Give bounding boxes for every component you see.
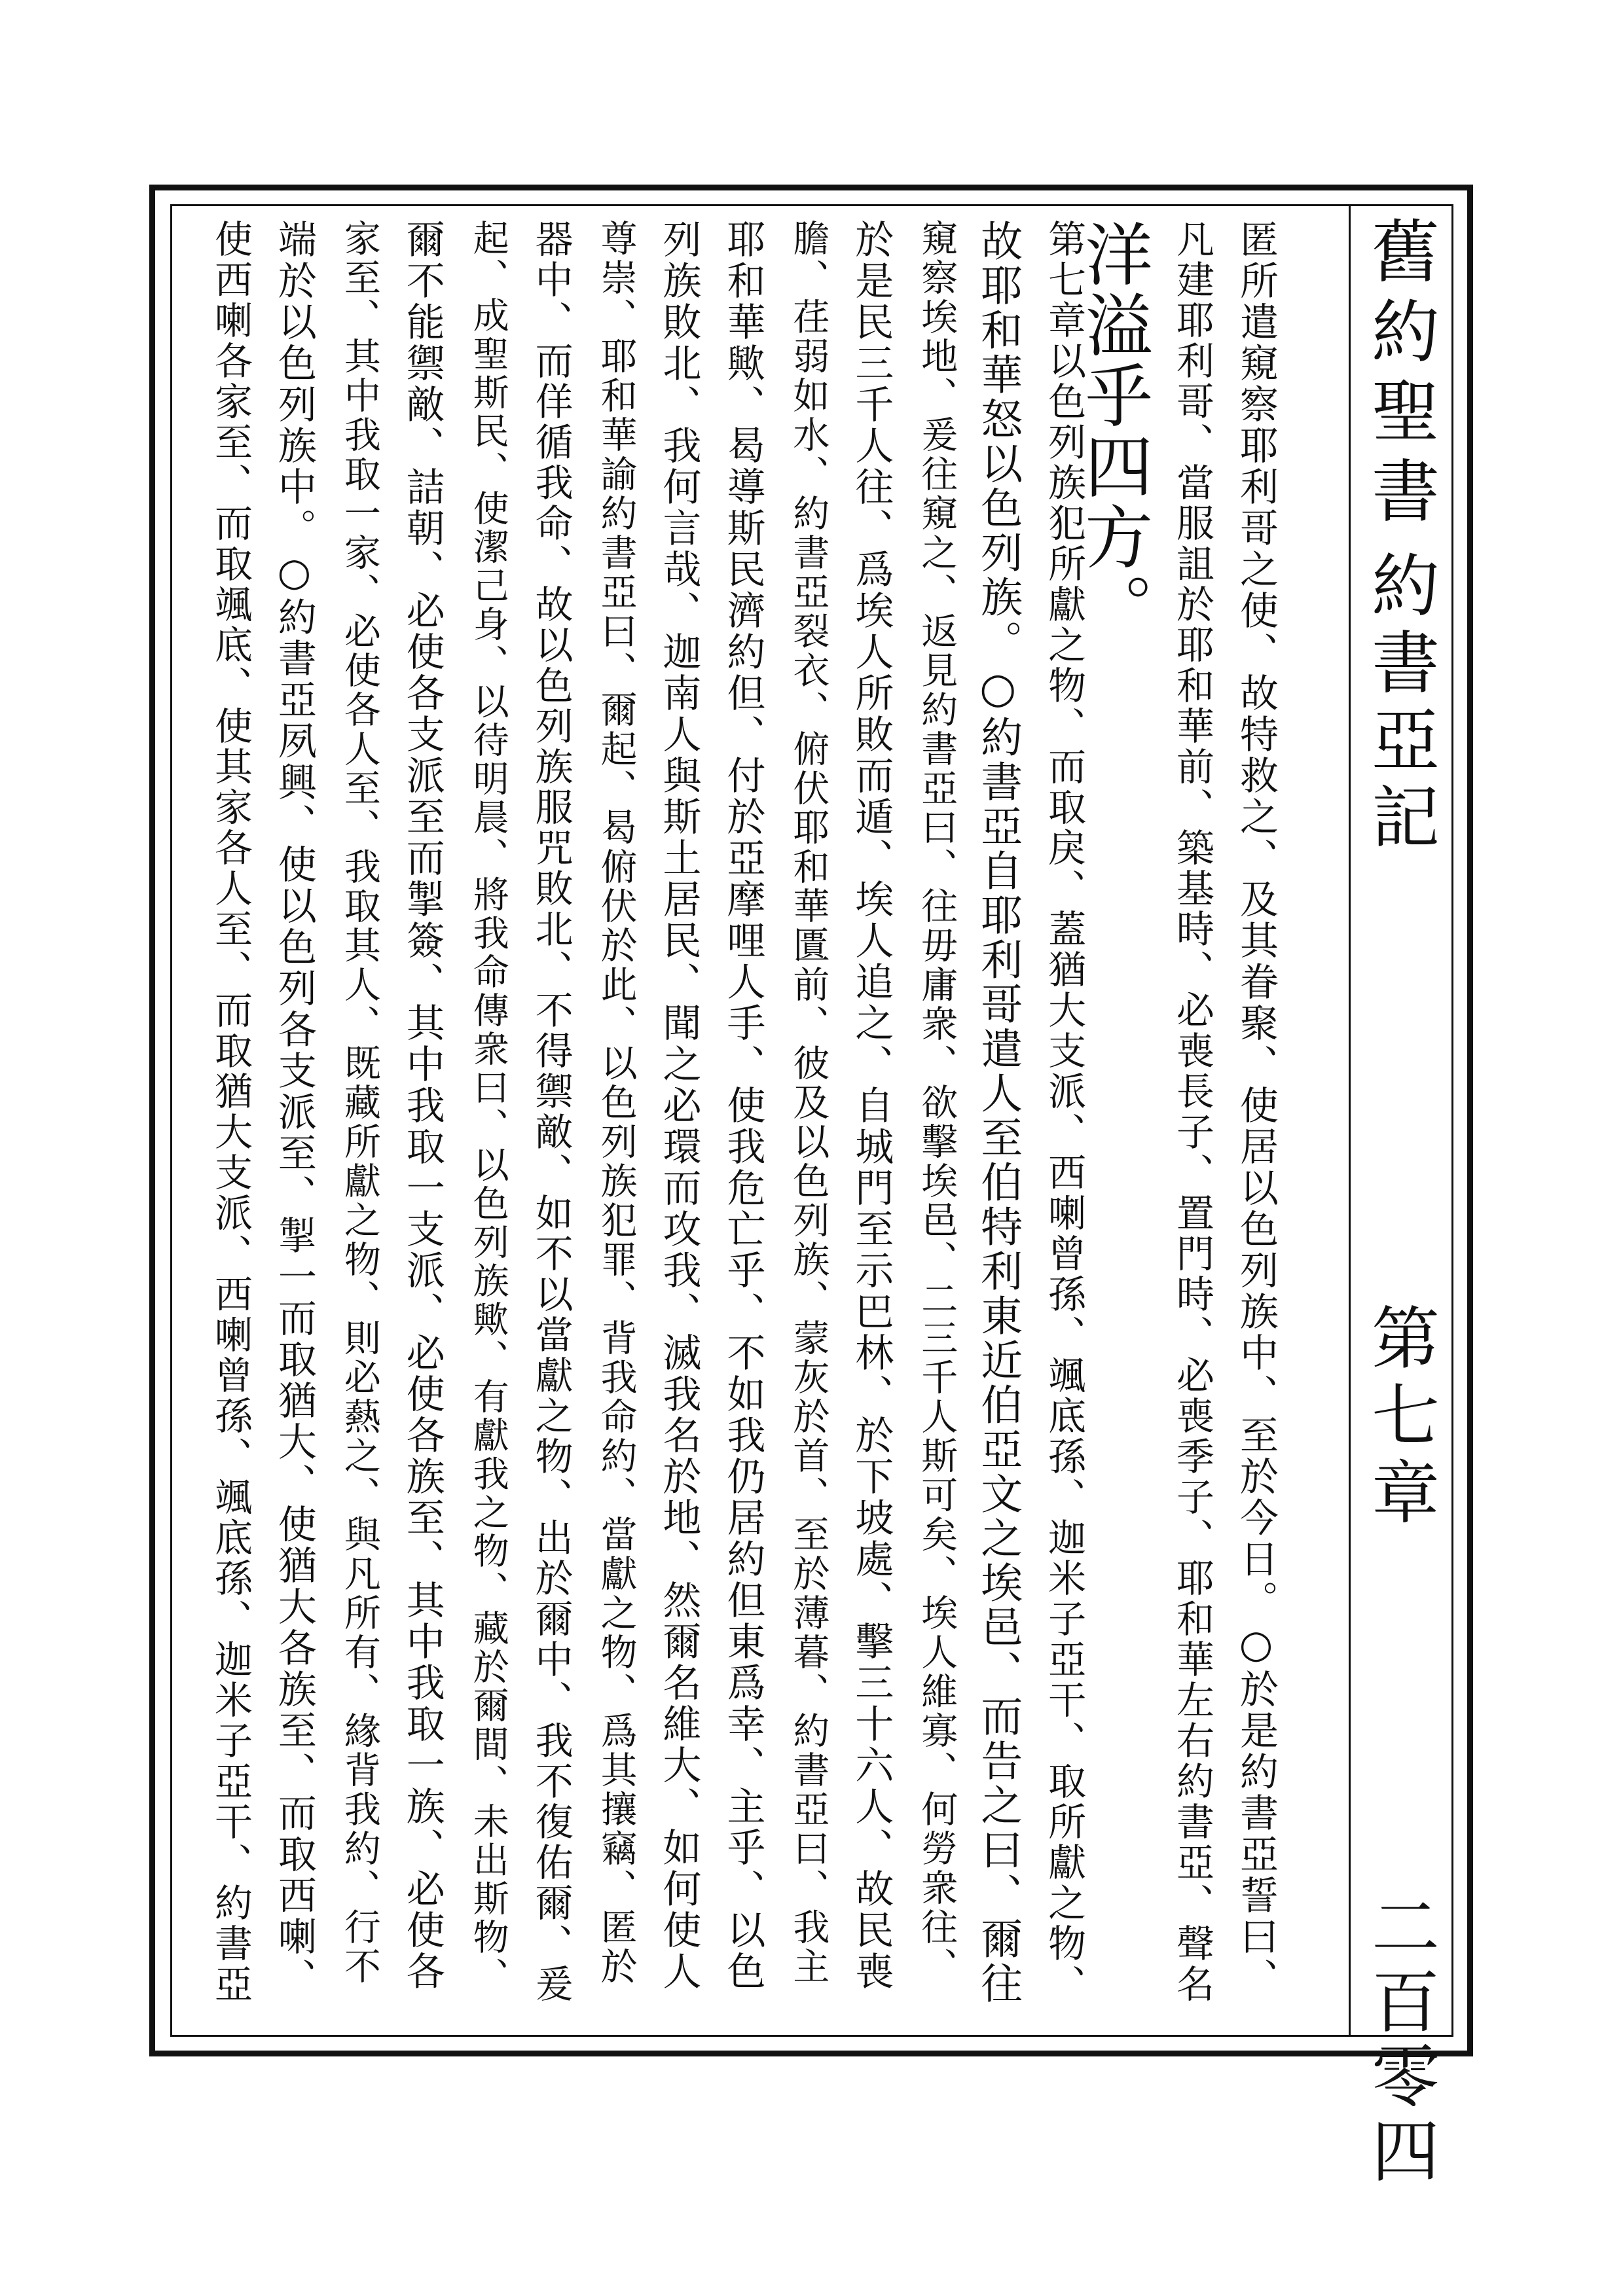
- text-column: 洋溢乎四方。: [1073, 219, 1154, 643]
- text-column: 爾不能禦敵、詰朝、必使各支派至而掣簽、其中我取一支派、必使各族至、其中我取一族、必使各: [399, 219, 445, 1992]
- text-column: 凡建耶利哥、當服詛於耶和華前、築基時、必喪長子、置門時、必喪季子、耶和華左右約書亞、聲名: [1170, 219, 1215, 2005]
- text-column: 尊崇、耶和華諭約書亞曰、爾起、曷俯伏於此、以色列族犯罪、背我命約、當獻之物、爲其攘竊、匿於: [594, 219, 638, 1986]
- page-number: 二百零四: [1360, 1892, 1440, 2190]
- text-column: 故耶和華怒以色列族。○約書亞自耶利哥遣人至伯特利東近伯亞文之埃邑、而告之曰、爾往: [974, 219, 1023, 2006]
- running-header: [1360, 216, 1440, 2190]
- text-column: 器中、而佯循我命、故以色列族服咒敗北、不得禦敵、如不以當獻之物、出於爾中、我不復佑爾、爰: [528, 219, 574, 2005]
- text-column: 端於以色列族中。○約書亞夙興、使以色列各支派至、掣一而取猶大、使猶大各族至、而取西喇、: [271, 219, 317, 1999]
- text-column: 於是民三千人往、爲埃人所敗而遁、埃人追之、自城門至示巴林、於下坡處、擊三十六人、故民喪: [848, 219, 894, 1992]
- book-name: 約書亞記: [1360, 550, 1440, 859]
- book-title: 舊約聖書: [1360, 216, 1440, 535]
- chapter-label: 第七章: [1360, 1302, 1440, 1534]
- text-column: 使西喇各家至、而取颯底、使其家各人至、而取猶大支派、西喇曾孫、颯底孫、迦米子亞干、約書亞: [208, 219, 253, 2005]
- text-column: 窺察埃地、爰往窺之、返見約書亞曰、往毋庸衆、欲擊埃邑、二三千人斯可矣、埃人維寡、何勞衆往、: [915, 219, 958, 1986]
- text-column: 第七章以色列族犯所獻之物、而取戾、蓋猶大支派、西喇曾孫、颯底孫、迦米子亞干、取所獻之物、: [1042, 219, 1087, 2005]
- header-divider-rule: [1349, 204, 1351, 2037]
- text-column: 匿所遣窺察耶利哥之使、故特救之、及其眷聚、使居以色列族中、至於今日。○於是約書亞誓曰、: [1233, 219, 1279, 1999]
- text-column: 耶和華歟、曷導斯民濟約但、付於亞摩哩人手、使我危亡乎、不如我仍居約但東爲幸、主乎、以色: [720, 219, 766, 1992]
- text-column: 起、成聖斯民、使潔己身、以待明晨、將我命傳衆曰、以色列族歟、有獻我之物、藏於爾間、未出斯物、: [467, 219, 509, 1996]
- text-column: 膽、荏弱如水、約書亞裂衣、俯伏耶和華匱前、彼及以色列族、蒙灰於首、至於薄暮、約書亞曰、我主: [787, 219, 830, 1986]
- text-column: 列族敗北、我何言哉、迦南人與斯土居民、聞之必環而攻我、滅我名於地、然爾名維大、如何使人: [656, 219, 702, 1992]
- text-column: 家至、其中我取一家、必使各人至、我取其人、既藏所獻之物、則必爇之、與凡所有、緣背我約、行不: [338, 219, 381, 1986]
